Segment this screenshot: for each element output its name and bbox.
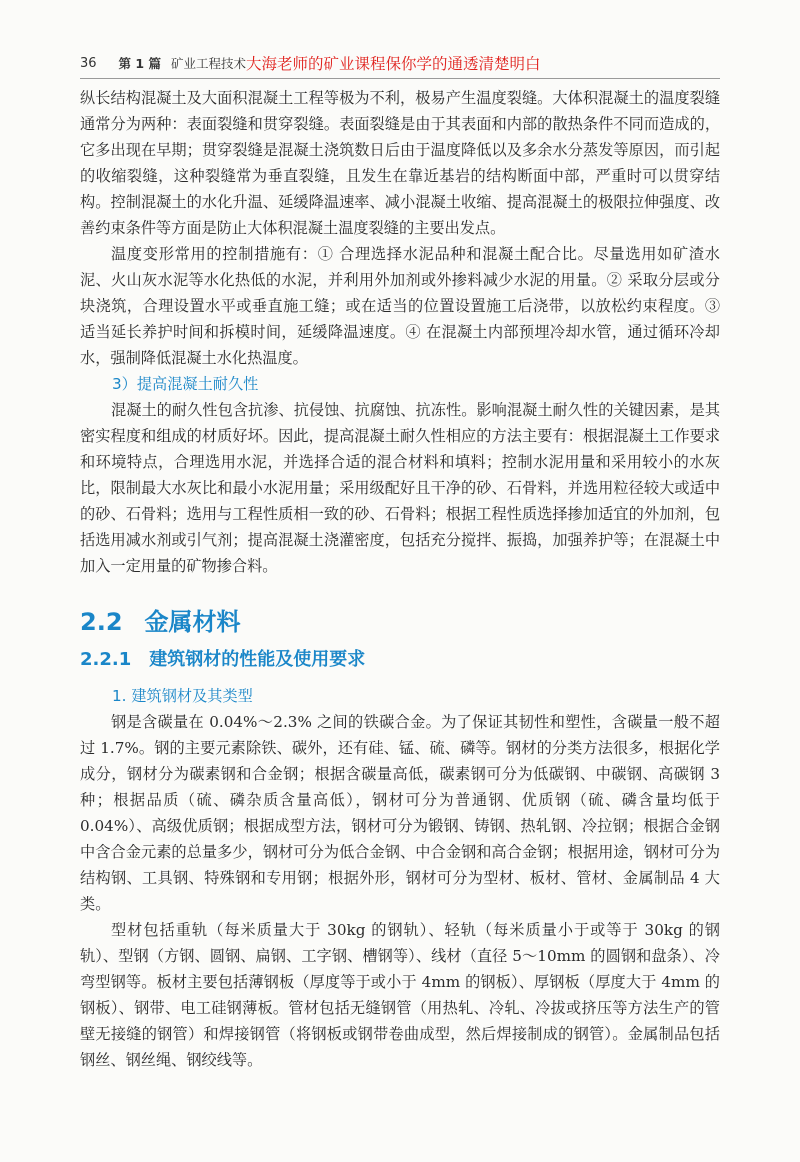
header-divider	[80, 78, 720, 79]
page-number: 36	[80, 55, 97, 71]
paragraph-temperature-cracks: 纵长结构混凝土及大面积混凝土工程等极为不利，极易产生温度裂缝。大体积混凝土的温度裂缝通常分为两种：表面裂缝和贯穿裂缝。表面裂缝是由于其表面和内部的散热条件不同而造成的，它多出现在早期；贯穿裂缝是混凝土浇筑数日后由于温度降低以及多余水分蒸发等原因，而引起的收缩裂缝，这种裂缝常为垂直裂缝，且发生在靠近基岩的结构断面中部，严重时可以贯穿结构。控制混凝土的水化升温、延缓降温速率、减小混凝土收缩、提高混凝土的极限拉伸强度、改善约束条件等方面是防止大体积混凝土温度裂缝的主要出发点。	[80, 89, 720, 237]
subsection-heading	[80, 645, 720, 675]
book-title: 矿业工程技术	[170, 56, 246, 71]
paragraph-durability: 混凝土的耐久性包含抗渗、抗侵蚀、抗腐蚀、抗冻性。影响混凝土耐久性的关键因素，是其密实程度和组成的材质好坏。因此，提高混凝土耐久性相应的方法主要有：根据混凝土工作要求和环境特点，合理选用水泥，并选择合适的混合材料和填料；控制水泥用量和采用较小的水灰比，限制最大水灰比和最小水泥用量；采用级配好且干净的砂、石骨料，并选用粒径较大或适中的砂、石骨料；选用与工程性质相一致的砂、石骨料；根据工程性质选择掺加适宜的外加剂，包括选用减水剂或引气剂；提高混凝土浇灌密度，包括充分搅拌、振捣，加强养护等；在混凝土中加入一定用量的矿物掺合料。	[80, 401, 720, 575]
section-title: 金属材料	[144, 608, 241, 636]
subsection-number: 2.2.1	[80, 649, 132, 670]
subheading-steel-types: 1. 建筑钢材及其类型	[112, 687, 253, 705]
page-body	[80, 85, 720, 1073]
section-heading	[80, 605, 720, 639]
paragraph-steel-shapes: 型材包括重轨（每米质量大于 30kg 的钢轨）、轻轨（每米质量小于或等于 30kg 的钢轨）、型钢（方钢、圆钢、扁钢、工字钢、槽钢等）、线材（直径 5～10mm 的圆钢和盘条）、冷弯型钢等。板材主要包括薄钢板（厚度等于或小于 4mm 的钢板）、厚钢板（厚度大于 4mm 的钢板）、钢带、电工硅钢薄板。管材包括无缝钢管（用热轧、冷轧、冷拔或挤压等方法生产的管壁无接缝的钢管）和焊接钢管（将钢板或钢带卷曲成型，然后焊接制成的钢管）。金属制品包括钢丝、钢丝绳、钢绞线等。	[80, 921, 720, 1069]
paragraph-control-measures: 温度变形常用的控制措施有：① 合理选择水泥品种和混凝土配合比。尽量选用如矿渣水泥、火山灰水泥等水化热低的水泥，并利用外加剂或外掺料减少水泥的用量。② 采取分层或分块浇筑，合理设置水平或垂直施工缝；或在适当的位置设置施工后浇带，以放松约束程度。③ 适当延长养护时间和拆模时间，延缓降温速度。④ 在混凝土内部预埋冷却水管，通过循环冷却水，强制降低混凝土水化热温度。	[80, 245, 720, 367]
subsection-title: 建筑钢材的性能及使用要求	[149, 649, 366, 670]
section-number: 2.2	[80, 608, 123, 636]
promo-text: 大海老师的矿业课程保你学的通透清楚明白	[245, 55, 541, 73]
subheading-durability: 3）提高混凝土耐久性	[112, 375, 259, 393]
part-label: 第 1 篇	[118, 56, 161, 71]
paragraph-steel-classification: 钢是含碳量在 0.04%～2.3% 之间的铁碳合金。为了保证其韧性和塑性，含碳量一般不超过 1.7%。钢的主要元素除铁、碳外，还有硅、锰、硫、磷等。钢材的分类方法很多，根据化学成分，钢材分为碳素钢和合金钢；根据含碳量高低，碳素钢可分为低碳钢、中碳钢、高碳钢 3 种；根据品质（硫、磷杂质含量高低），钢材可分为普通钢、优质钢（硫、磷含量均低于 0.04%）、高级优质钢；根据成型方法，钢材可分为锻钢、铸钢、热轧钢、冷拉钢；根据合金钢中含合金元素的总量多少，钢材可分为低合金钢、中合金钢和高合金钢；根据用途，钢材可分为结构钢、工具钢、特殊钢和专用钢；根据外形，钢材可分为型材、板材、管材、金属制品 4 大类。	[80, 713, 720, 913]
page-header	[80, 50, 720, 76]
